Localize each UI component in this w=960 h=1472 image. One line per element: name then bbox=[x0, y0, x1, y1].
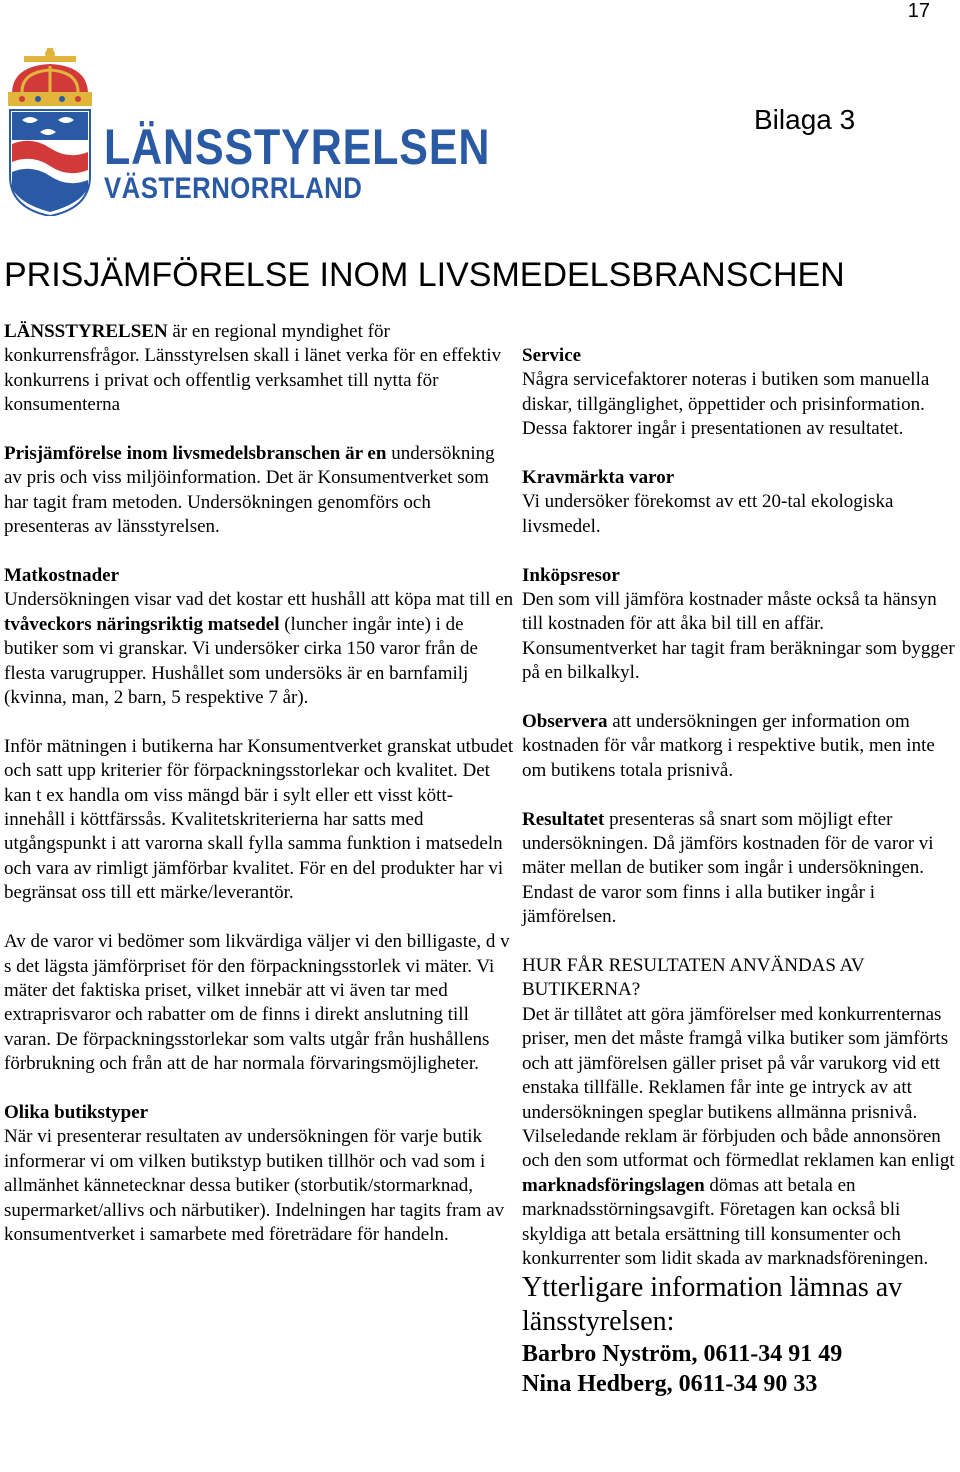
lansstyrelsen-logo bbox=[2, 48, 491, 218]
usage-heading: HUR FÅR RESULTATEN ANVÄNDAS AV BUTIKERNA? bbox=[522, 955, 865, 1001]
matkostnader-section bbox=[4, 564, 516, 710]
appendix-label: Bilaga 3 bbox=[754, 104, 856, 135]
intro-paragraph bbox=[4, 320, 516, 418]
inkop-heading: Inköpsresor bbox=[522, 564, 620, 586]
krav-section bbox=[522, 466, 960, 539]
intro-text: är en regional myndighet för konkurrensfrågor. Länsstyrelsen skall i länet verka för en effektiv konkurrens i privat och offentlig verksamhet till nytta för konsumenterna bbox=[4, 321, 502, 416]
krav-heading: Kravmärkta varor bbox=[522, 467, 675, 489]
intro-bold: LÄNSSTYRELSEN bbox=[4, 321, 168, 342]
butikstyper-section bbox=[4, 1101, 516, 1247]
right-column bbox=[522, 344, 960, 1399]
usage-text-a: Det är tillåtet att göra jämförelser med konkurrenternas priser, men det måste framgå vilka butiker som jämförts och att jämförelsen gäller priset på vår varukorg vid ett enstaka tillfälle. Reklamen får inte ge intryck av att undersökningen speglar butikens allmänna prisnivå. Vilseledande reklam är förbjuden och både annonsören och den som utformat och förmedlat reklamen kan enligt bbox=[522, 1003, 955, 1172]
logo-name-line2: VÄSTERNORRLAND bbox=[104, 172, 363, 205]
page-number: 17 bbox=[907, 0, 930, 22]
more-info-heading: Ytterligare information lämnas av länsstyrelsen: bbox=[522, 1272, 903, 1338]
contact-1: Barbro Nyström, 0611-34 91 49 bbox=[522, 1341, 843, 1368]
matkostnader-heading: Matkostnader bbox=[4, 565, 120, 587]
resultatet-bold: Resultatet bbox=[522, 808, 605, 830]
method-bold: Prisjämförelse inom livsmedelsbranschen är en bbox=[4, 443, 387, 465]
method-text: undersökning av pris och viss miljöinformation. Det är Konsumentverket som har tagit fram metoden. Undersökningen genomförs och presenteras av länsstyrelsen. bbox=[4, 443, 495, 538]
matkostnader-bold: tvåveckors näringsriktig matsedel bbox=[4, 613, 280, 635]
document-title: PRISJÄMFÖRELSE INOM LIVSMEDELSBRANSCHEN bbox=[4, 256, 845, 294]
matkostnader-text-a: Undersökningen visar vad det kostar ett hushåll att köpa mat till en bbox=[4, 589, 514, 611]
service-heading: Service bbox=[522, 345, 582, 366]
resultatet-text: presenteras så snart som möjligt efter undersökningen. Då jämförs kostnaden för de varor vi mäter mellan de butiker som ingår i undersökningen. Endast de varor som finns i alla butiker ingår i jämförelsen. bbox=[522, 808, 934, 928]
inkop-section bbox=[522, 564, 960, 686]
matkostnader-text-b: (luncher ingår inte) i de butiker som vi granskar. Vi undersöker cirka 150 varor från de flesta varugrupper. Hushållet som undersöks är en barnfamilj (kvinna, man, 2 barn, 5 respektive 7 år). bbox=[4, 613, 478, 709]
usage-bold: marknadsföringslagen bbox=[522, 1174, 705, 1196]
usage-text-b: dömas att betala en marknadsstörningsavgift. Företagen kan också bli skyldiga att betala ersättning till konsumenter och konkurrenter som lidit skada av marknadsföreningen. bbox=[522, 1174, 929, 1269]
coat-of-arms-icon bbox=[2, 48, 98, 216]
criteria-paragraph: Inför mätningen i butikerna har Konsumentverket granskat utbudet och satt upp kriterier för förpackningsstorlekar och kvalitet. Det kan t ex handla om viss mängd bär i sylt eller ett visst kött- innehåll i köttfärssås. Kvalitetskriterierna har satts med utgångspunkt i att varorna skall fylla samma funktion i matsedeln och vara av rimligt jämförbar kvalitet. För en del produkter har vi begränsat oss till ett märke/leverantör. bbox=[4, 735, 514, 904]
resultatet-paragraph bbox=[522, 808, 960, 930]
inkop-text: Den som vill jämföra kostnader måste också ta hänsyn till kostnaden för att åka bil till en affär. Konsumentverket har tagit fram beräkningar som bygger på en bilkalkyl. bbox=[522, 589, 955, 684]
method-paragraph bbox=[4, 442, 516, 540]
service-section bbox=[522, 344, 960, 442]
butikstyper-heading: Olika butikstyper bbox=[4, 1101, 149, 1123]
service-text: Några servicefaktorer noteras i butiken som manuella diskar, tillgänglighet, öppettider och prisinformation. Dessa faktorer ingår i presentationen av resultatet. bbox=[522, 369, 930, 440]
contact-2: Nina Hedberg, 0611-34 90 33 bbox=[522, 1371, 818, 1398]
observera-bold: Observera bbox=[522, 711, 608, 733]
selection-paragraph: Av de varor vi bedömer som likvärdiga väljer vi den billigaste, d v s det lägsta jämförpriset för den förpackningsstorlek vi mäter. Vi mäter det faktiska priset, vilket innebär att vi även tar med extraprisvaror och rabatter om de finns i direkt anslutning till varan. De förpackningsstorlekar som valts utgår från hushållens förbrukning och från att de har normala förvaringsmöjligheter. bbox=[4, 931, 510, 1075]
logo-name-line1: LÄNSSTYRELSEN bbox=[104, 119, 491, 175]
observera-text: att undersökningen ger information om kostnaden för vår matkorg i respektive butik, men inte om butikens totala prisnivå. bbox=[522, 711, 935, 781]
usage-section bbox=[522, 954, 960, 1271]
butikstyper-text: När vi presenterar resultaten av undersökningen för varje butik informerar vi om vilken butikstyp butiken tillhör och vad som i allmänhet kännetecknar dessa butiker (storbutik/stormarknad, supermarket/allivs och närbutiker). Indelningen har tagits fram av konsumentverket i samarbete med företrädare för handeln. bbox=[4, 1126, 505, 1245]
krav-text: Vi undersöker förekomst av ett 20-tal ekologiska livsmedel. bbox=[522, 491, 894, 537]
observera-paragraph bbox=[522, 710, 960, 783]
left-column bbox=[4, 320, 516, 1247]
